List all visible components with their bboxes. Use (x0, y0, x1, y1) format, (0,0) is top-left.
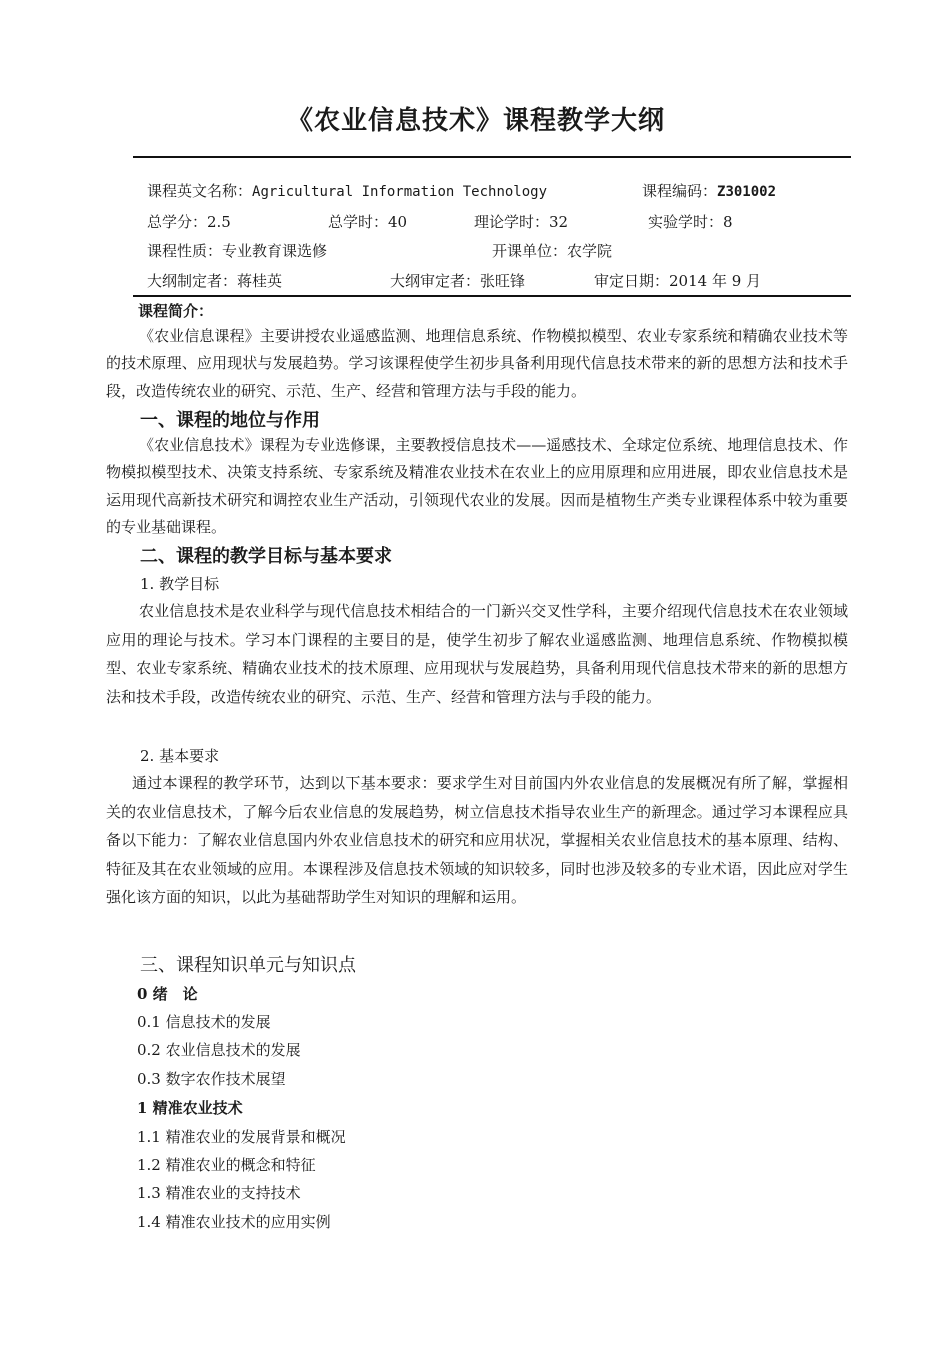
page-title: 《农业信息技术》课程教学大纲 (286, 106, 665, 136)
english-name-label: 课程英文名称： (147, 182, 253, 200)
chapter1-title: 1 精准农业技术 (137, 1099, 243, 1117)
syllabus-reviewer: 大纲审定者：张旺锋 (390, 272, 526, 290)
lab-hours: 实验学时：8 (648, 213, 733, 231)
section2-paragraph1: 农业信息技术是农业科学与现代信息技术相结合的一门新兴交叉性学科，主要介绍现代信息技术在农业领域应用的理论与技术。学习本门课程的主要目的是，使学生初步了解农业遥感监测、地理信息系统、作物模拟模型、农业专家系统、精确农业技术的技术原理、应用现状与发展趋势，具备利用现代信息技术带来的新的思想方法和技术手段，改造传统农业的研究、示范、生产、经营和管理方法与手段的能力。 (106, 602, 848, 706)
section2-paragraph2: 通过本课程的教学环节，达到以下基本要求：要求学生对目前国内外农业信息的发展概况有所了解，掌握相关的农业信息技术，了解今后农业信息的发展趋势，树立信息技术指导农业生产的新理念。通过学习本课程应具备以下能力：了解农业信息国内外农业信息技术的研究和应用状况，掌握相关农业信息技术的基本原理、结构、特征及其在农业领域的应用。本课程涉及信息技术领域的知识较多，同时也涉及较多的专业术语，因此应对学生强化该方面的知识，以此为基础帮助学生对知识的理解和运用。 (106, 774, 848, 907)
course-code-row (642, 180, 776, 201)
section2-sub2: 2. 基本要求 (140, 747, 220, 765)
section3-heading: 三、课程知识单元与知识点 (140, 955, 356, 976)
chapter1-item: 1.2 精准农业的概念和特征 (137, 1156, 316, 1174)
chapter1-item: 1.4 精准农业技术的应用实例 (137, 1213, 331, 1231)
chapter0-item: 0.3 数字农作技术展望 (137, 1070, 286, 1088)
review-date: 审定日期：2014 年 9 月 (594, 272, 762, 290)
theory-hours: 理论学时：32 (474, 213, 569, 231)
chapter0-title: 0 绪 论 (137, 985, 198, 1003)
chapter0-item: 0.1 信息技术的发展 (137, 1013, 271, 1031)
meta-rule (133, 295, 851, 297)
intro-label: 课程简介： (138, 302, 214, 320)
section2-sub1: 1. 教学目标 (140, 575, 220, 593)
title-rule (133, 156, 851, 158)
english-name-row (147, 180, 547, 201)
total-credits: 总学分：2.5 (147, 213, 231, 231)
course-code-value: Z301002 (717, 184, 777, 200)
course-nature: 课程性质：专业教育课选修 (147, 242, 328, 260)
total-hours: 总学时：40 (328, 213, 408, 231)
english-name-value: Agricultural Information Technology (252, 184, 548, 200)
section1-heading: 一、课程的地位与作用 (140, 410, 320, 431)
intro-paragraph: 《农业信息课程》主要讲授农业遥感监测、地理信息系统、作物模拟模型、农业专家系统和精确农业技术等的技术原理、应用现状与发展趋势。学习该课程使学生初步具备利用现代信息技术带来的新的思想方法和技术手段，改造传统农业的研究、示范、生产、经营和管理方法与手段的能力。 (106, 327, 848, 400)
offering-unit: 开课单位：农学院 (492, 242, 613, 260)
section2-heading: 二、课程的教学目标与基本要求 (140, 546, 392, 567)
section1-paragraph: 《农业信息技术》课程为专业选修课，主要教授信息技术——遥感技术、全球定位系统、地理信息技术、作物模拟模型技术、决策支持系统、专家系统及精准农业技术在农业上的应用原理和应用进展，即农业信息技术是运用现代高新技术研究和调控农业生产活动，引领现代农业的发展。因而是植物生产类专业课程体系中较为重要的专业基础课程。 (106, 436, 848, 536)
chapter1-item: 1.1 精准农业的发展背景和概况 (137, 1128, 346, 1146)
chapter1-item: 1.3 精准农业的支持技术 (137, 1184, 301, 1202)
syllabus-author: 大纲制定者：蒋桂英 (147, 272, 283, 290)
course-code-label: 课程编码： (642, 182, 718, 200)
chapter0-item: 0.2 农业信息技术的发展 (137, 1041, 301, 1059)
